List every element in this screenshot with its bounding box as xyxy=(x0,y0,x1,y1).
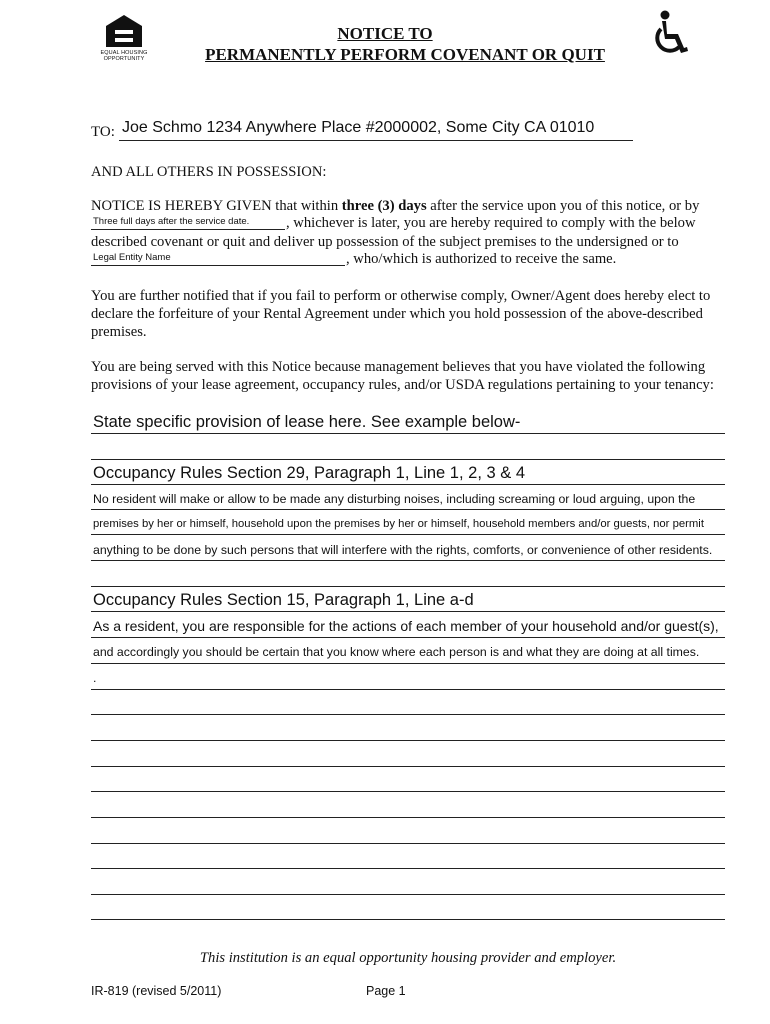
page-number: Page 1 xyxy=(366,984,406,998)
logo-caption-line1: EQUAL HOUSING xyxy=(100,50,148,56)
logo-caption-line2: OPPORTUNITY xyxy=(103,56,145,62)
violation-line xyxy=(91,586,725,587)
violation-line xyxy=(91,714,725,715)
comply-date-field[interactable]: Three full days after the service date. xyxy=(93,216,250,227)
wheelchair-accessibility-icon xyxy=(653,10,691,58)
violation-line xyxy=(91,534,725,535)
violation-line xyxy=(91,663,725,664)
notice-suffix: after the service upon you of this notice, or by xyxy=(426,198,700,214)
to-underline xyxy=(119,140,633,141)
violation-line xyxy=(91,868,725,869)
violation-text[interactable]: Occupancy Rules Section 29, Paragraph 1, Line 1, 2, 3 & 4 xyxy=(93,464,526,482)
violation-line xyxy=(91,766,725,767)
violation-line xyxy=(91,791,725,792)
violation-line xyxy=(91,509,725,510)
notice-days: three (3) days xyxy=(341,198,427,214)
to-label: TO: xyxy=(91,124,115,140)
page-title-line1: NOTICE TO xyxy=(337,24,433,43)
violation-line xyxy=(91,740,725,741)
equal-opportunity-statement: This institution is an equal opportunity housing provider and employer. xyxy=(199,950,617,966)
violation-text[interactable]: and accordingly you should be certain that you know where each person is and what they are doing at all times. xyxy=(93,645,700,659)
violation-line xyxy=(91,689,725,690)
violation-line xyxy=(91,817,725,818)
violation-text[interactable]: anything to be done by such persons that will interfere with the rights, comforts, or convenience of other residents. xyxy=(93,543,713,557)
notice-line2-suffix: , whichever is later, you are hereby required to comply with the below xyxy=(286,215,696,231)
all-others-line: AND ALL OTHERS IN POSSESSION: xyxy=(91,164,327,180)
page-title-line2: PERMANENTLY PERFORM COVENANT OR QUIT xyxy=(205,45,605,64)
violation-text[interactable]: No resident will make or allow to be made any disturbing noises, including screaming or loud arguing, upon the xyxy=(93,492,696,506)
violation-line xyxy=(91,894,725,895)
violation-text[interactable]: . xyxy=(93,671,97,685)
violation-line xyxy=(91,459,725,460)
entity-underline xyxy=(91,265,345,266)
to-recipient-field[interactable]: Joe Schmo 1234 Anywhere Place #2000002, Some City CA 01010 xyxy=(122,119,595,136)
legal-entity-field[interactable]: Legal Entity Name xyxy=(93,252,171,263)
date-underline xyxy=(91,229,285,230)
violation-line xyxy=(91,560,725,561)
violation-text[interactable]: premises by her or himself, household upon the premises by her or himself, household members and/or guests, nor permit xyxy=(93,518,704,530)
violation-line xyxy=(91,637,725,638)
served-paragraph: You are being served with this Notice because management believes that you have violated the following provisions of your lease agreement, occupancy rules, and/or USDA regulations pertaining to your tenancy: xyxy=(91,359,714,393)
further-notified-paragraph: You are further notified that if you fail to perform or otherwise comply, Owner/Agent does hereby elect to declare the forfeiture of your Rental Agreement under which you hold possession of the above-described premises. xyxy=(91,288,711,340)
violation-text[interactable]: State specific provision of lease here. See example below- xyxy=(93,413,521,431)
violation-line xyxy=(91,484,725,485)
notice-prefix: NOTICE IS HEREBY GIVEN that within xyxy=(91,198,342,214)
violation-text[interactable]: As a resident, you are responsible for the actions of each member of your household and/or guest(s), xyxy=(93,618,719,634)
notice-line1 xyxy=(91,197,731,215)
violation-text[interactable]: Occupancy Rules Section 15, Paragraph 1, Line a-d xyxy=(93,591,474,609)
violation-line xyxy=(91,843,725,844)
violation-line xyxy=(91,611,725,612)
notice-line3: described covenant or quit and deliver up possession of the subject premises to the undersigned or to xyxy=(91,234,679,250)
form-id: IR-819 (revised 5/2011) xyxy=(91,984,222,998)
notice-line4-suffix: , who/which is authorized to receive the same. xyxy=(346,251,617,267)
violation-line xyxy=(91,433,725,434)
violation-line xyxy=(91,919,725,920)
